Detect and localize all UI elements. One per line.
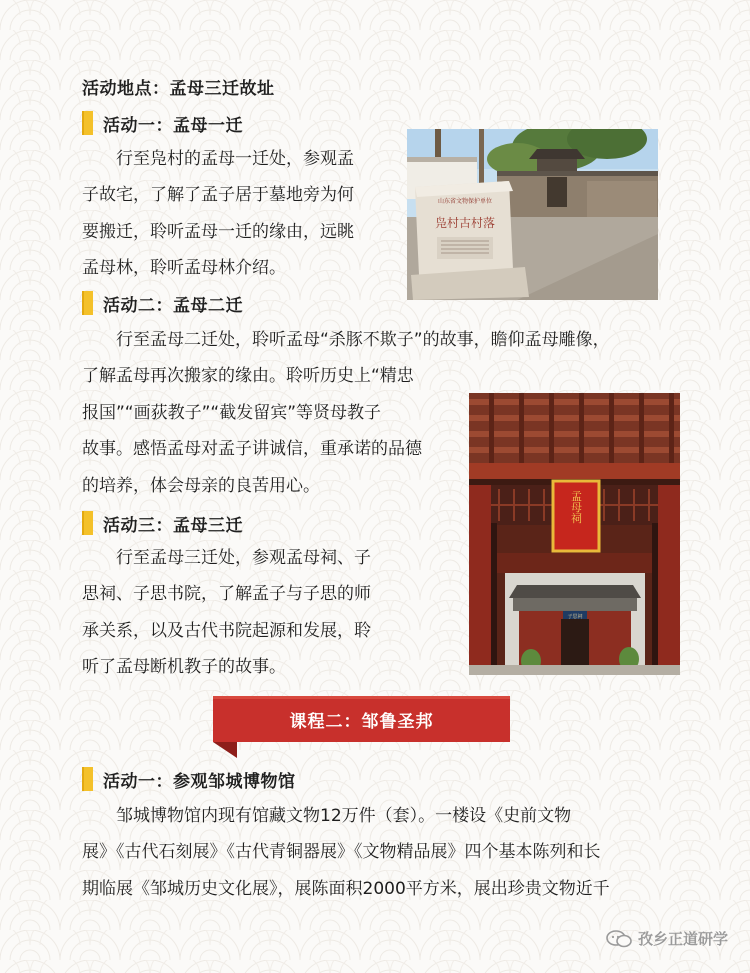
activity-3-heading	[82, 510, 243, 536]
text-line: 期临展《邹城历史文化展》，展陈面积2000平方米，展出珍贵文物近千	[82, 878, 610, 899]
text-line: 子故宅，了解了孟子居于墓地旁为何	[82, 185, 354, 206]
text-line: 孟母林，聆听孟母林介绍。	[82, 258, 286, 279]
text-line: 邹城博物馆内现有馆藏文物12万件（套）。一楼设《史前文物	[116, 806, 572, 826]
course-2-banner	[213, 696, 510, 758]
activity-3-title: 活动三：孟母三迁	[103, 515, 243, 536]
text-line: 行至孟母二迁处，聆听孟母“杀豚不欺子”的故事，瞻仰孟母雕像，	[116, 330, 610, 350]
activity-1-heading	[82, 110, 243, 136]
text-line: 要搬迁，聆听孟母一迁的缘由，远眺	[82, 221, 354, 242]
heading-marker	[82, 511, 93, 535]
watermark	[606, 928, 728, 949]
activity-2-heading	[82, 290, 243, 316]
activity-location: 活动地点：孟母三迁故址	[82, 79, 275, 99]
course-2-title: 课程二：邹鲁圣邦	[289, 711, 434, 732]
wechat-icon	[606, 929, 632, 949]
activity-1-text	[82, 141, 354, 287]
heading-marker	[82, 111, 93, 135]
text-line: 行至凫村的孟母一迁处，参观孟	[116, 149, 354, 169]
text-line: 故事。感悟孟母对孟子讲诚信，重承诺的品德	[82, 439, 422, 460]
activity-3-text	[82, 540, 371, 686]
text-line: 展》《古代石刻展》《古代青铜器展》《文物精品展》四个基本陈列和长	[82, 842, 601, 863]
watermark-text: 孜乡正道研学	[637, 930, 728, 948]
text-line: 报国”“画荻教子”“截发留宾”等贤母教子	[82, 402, 382, 423]
stele-small-text: 山东省文物保护单位	[437, 198, 493, 205]
activity-2-title: 活动二：孟母二迁	[103, 295, 243, 316]
heading-marker	[82, 767, 93, 791]
text-line: 了解孟母再次搬家的缘由。聆听历史上“精忠	[82, 366, 414, 387]
text-line: 思祠、子思书院，了解孟子与子思的师	[82, 584, 371, 605]
text-line: 听了孟母断机教子的故事。	[82, 657, 286, 678]
text-line: 的培养，体会母亲的良苦用心。	[82, 475, 320, 496]
heading-marker	[82, 291, 93, 315]
inner-plaque-text: 子思祠	[567, 614, 583, 620]
plaque-text: 孟母祠	[569, 490, 583, 524]
course-2-activity-title: 活动一：参观邹城博物馆	[103, 771, 296, 792]
photo-village-stele	[407, 129, 658, 300]
stele-title-text: 凫村古村落	[434, 216, 496, 230]
text-line: 承关系，以及古代书院起源和发展，聆	[82, 620, 371, 641]
activity-1-title: 活动一：孟母一迁	[103, 115, 243, 136]
course-2-activity-heading	[82, 766, 296, 792]
text-line: 行至孟母三迁处，参观孟母祠、子	[116, 548, 371, 568]
photo-mengmu-temple	[469, 393, 680, 675]
course-2-activity-text	[82, 798, 610, 907]
